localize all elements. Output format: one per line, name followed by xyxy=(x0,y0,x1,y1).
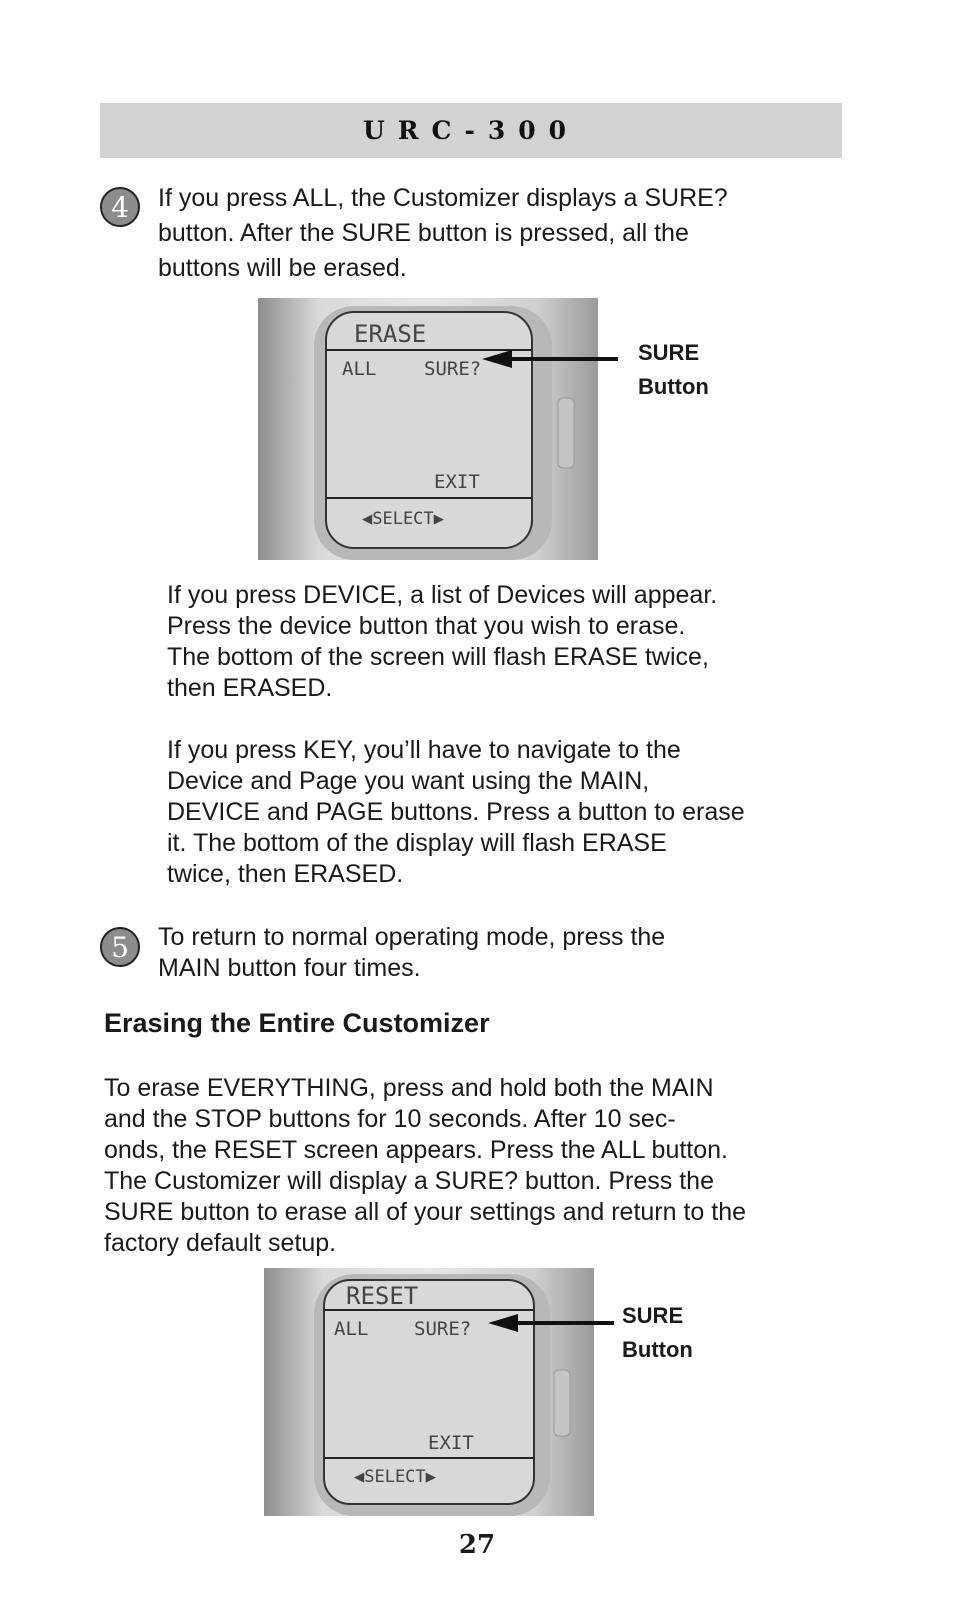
step-4-line: button. After the SURE button is pressed, all the xyxy=(158,219,689,247)
paragraph-line: Press the device button that you wish to erase. xyxy=(167,612,686,640)
step-5-line: MAIN button four times. xyxy=(158,954,421,982)
section-heading: Erasing the Entire Customizer xyxy=(104,1008,490,1038)
step-4-text xyxy=(158,181,728,286)
step-5-number: 5 xyxy=(111,930,129,964)
header-bar xyxy=(100,103,842,158)
key-erase-paragraph xyxy=(167,735,745,890)
paragraph-line: DEVICE and PAGE buttons. Press a button to erase xyxy=(167,798,745,826)
arrow-icon xyxy=(486,1311,616,1335)
paragraph-line: and the STOP buttons for 10 seconds. After 10 sec- xyxy=(104,1105,676,1133)
paragraph-line: To erase EVERYTHING, press and hold both the MAIN xyxy=(104,1074,714,1102)
lcd-select-label: ◀SELECT▶ xyxy=(354,1467,436,1487)
paragraph-line: SURE button to erase all of your settings and return to the xyxy=(104,1198,747,1226)
device-erase-paragraph xyxy=(167,580,717,704)
step-5-badge xyxy=(100,927,140,967)
device-illustration-reset xyxy=(264,1268,594,1516)
sure-button-callout-2 xyxy=(622,1299,693,1367)
lcd-title: ERASE xyxy=(354,320,427,348)
lcd-exit-label: EXIT xyxy=(428,1432,474,1454)
step-4-badge xyxy=(100,187,140,227)
lcd-title: RESET xyxy=(346,1282,419,1310)
lcd-sure-label: SURE? xyxy=(414,1318,472,1340)
callout-line: SURE xyxy=(638,340,700,365)
paragraph-line: onds, the RESET screen appears. Press the ALL button. xyxy=(104,1136,728,1164)
lcd-exit-label: EXIT xyxy=(434,471,480,493)
step-4-number: 4 xyxy=(111,190,129,224)
paragraph-line: twice, then ERASED. xyxy=(167,860,404,888)
step-5-text xyxy=(158,922,665,984)
header-title: URC-300 xyxy=(362,116,580,145)
paragraph-line: Device and Page you want using the MAIN, xyxy=(167,767,650,795)
erase-everything-paragraph xyxy=(104,1073,746,1259)
step-4-line: buttons will be erased. xyxy=(158,254,407,282)
paragraph-line: If you press KEY, you’ll have to navigate to the xyxy=(167,736,681,764)
callout-line: Button xyxy=(638,374,709,399)
lcd-select-label: ◀SELECT▶ xyxy=(362,509,444,529)
paragraph-line: The bottom of the screen will flash ERASE twice, xyxy=(167,643,709,671)
device-illustration-erase xyxy=(258,298,598,560)
callout-line: Button xyxy=(622,1337,693,1362)
sure-button-callout-1 xyxy=(638,336,709,404)
step-4-line: If you press ALL, the Customizer displays a SURE? xyxy=(158,184,728,212)
paragraph-line: The Customizer will display a SURE? button. Press the xyxy=(104,1167,714,1195)
paragraph-line: then ERASED. xyxy=(167,674,333,702)
lcd-sure-label: SURE? xyxy=(424,358,482,380)
paragraph-line: it. The bottom of the display will flash ERASE xyxy=(167,829,667,857)
paragraph-line: If you press DEVICE, a list of Devices will appear. xyxy=(167,581,718,609)
callout-line: SURE xyxy=(622,1303,684,1328)
arrow-icon xyxy=(480,347,620,371)
step-5-line: To return to normal operating mode, press the xyxy=(158,923,666,951)
lcd-all-label: ALL xyxy=(342,358,377,380)
lcd-all-label: ALL xyxy=(334,1318,369,1340)
paragraph-line: factory default setup. xyxy=(104,1229,337,1257)
page-number: 27 xyxy=(458,1530,496,1560)
